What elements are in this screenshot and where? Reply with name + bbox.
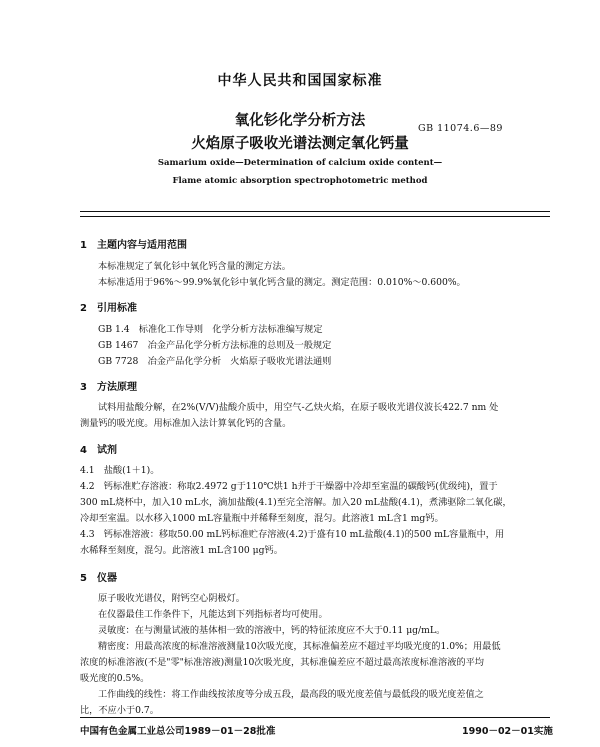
header-rule-top (80, 211, 550, 212)
precision-line-2: 浓度的标准溶液(不是"零"标准溶液)测量10次吸光度，其标准偏差应不超过最高浓度标准溶液的平均 (80, 657, 484, 668)
precision-line-3: 吸光度的0.5%。 (80, 673, 150, 684)
title-line-2: 火焰原子吸收光谱法测定氧化钙量 (191, 136, 409, 152)
principle-line-1: 试料用盐酸分解，在2%(V/V)盐酸介质中，用空气-乙炔火焰，在原子吸收光谱仪波长422.7 nm 处 (98, 402, 499, 413)
linearity-line-1: 工作曲线的线性：将工作曲线按浓度等分成五段，最高段的吸光度差值与最低段的吸光度差值之 (98, 689, 484, 700)
reagent-4-1: 4.1 盐酸(1＋1)。 (80, 465, 160, 476)
instrument-para-1: 原子吸收光谱仪，附钙空心阴极灯。 (98, 593, 245, 604)
english-title-line-2: Flame atomic absorption spectrophotometric method (172, 176, 428, 186)
reference-gb-7728: GB 7728 冶金产品化学分析 火焰原子吸收光谱法通则 (98, 356, 332, 367)
instrument-para-2: 在仪器最佳工作条件下，凡能达到下列指标者均可使用。 (98, 609, 328, 620)
standard-number: GB 11074.6—89 (418, 123, 503, 134)
section-1-heading: 1 主题内容与适用范围 (80, 240, 187, 251)
reagent-4-2-line-1: 4.2 钙标准贮存溶液：称取2.4972 g于110℃烘1 h并于干燥器中冷却至室温的碳酸钙(优级纯)，置于 (80, 481, 498, 492)
header-rule-bottom (80, 216, 550, 217)
linearity-line-2: 比，不应小于0.7。 (80, 705, 159, 716)
reference-gb-1467: GB 1467 冶金产品化学分析方法标准的总则及一般规定 (98, 340, 332, 351)
section-5-heading: 5 仪器 (80, 573, 117, 584)
section-3-heading: 3 方法原理 (80, 382, 137, 393)
approval-date: 中国有色金属工业总公司1989－01－28批准 (80, 726, 276, 737)
effective-date: 1990－02－01实施 (462, 726, 553, 737)
reagent-4-2-line-2: 300 mL烧杯中，加入10 mL水，滴加盐酸(4.1)至完全溶解。加入20 mL盐酸(4.1)，煮沸驱除二氧化碳， (80, 497, 512, 508)
section-1-para-1: 本标准规定了氧化钐中氧化钙含量的测定方法。 (98, 261, 291, 272)
title-line-1: 氧化钐化学分析方法 (234, 113, 366, 129)
reference-gb-1-4: GB 1.4 标准化工作导则 化学分析方法标准编写规定 (98, 324, 323, 335)
reagent-4-3-line-2: 水稀释至刻度，混匀。此溶液1 mL含100 μg钙。 (80, 545, 283, 556)
sensitivity-para: 灵敏度：在与测量试液的基体相一致的溶液中，钙的特征浓度应不大于0.11 μg/mL。 (98, 625, 446, 636)
national-standard-heading: 中华人民共和国国家标准 (217, 73, 383, 89)
section-4-heading: 4 试剂 (80, 445, 117, 456)
section-2-heading: 2 引用标准 (80, 303, 137, 314)
principle-line-2: 测量钙的吸光度。用标准加入法计算氧化钙的含量。 (80, 418, 292, 429)
english-title-line-1: Samarium oxide—Determination of calcium oxide content— (157, 158, 443, 168)
section-1-para-2: 本标准适用于96%～99.9%氧化钐中氧化钙含量的测定。测定范围：0.010%～0.600%。 (98, 277, 466, 288)
footer-rule (80, 717, 550, 718)
precision-line-1: 精密度：用最高浓度的标准溶液测量10次吸光度，其标准偏差应不超过平均吸光度的1.0%；用最低 (98, 641, 501, 652)
reagent-4-3-line-1: 4.3 钙标准溶液：移取50.00 mL钙标准贮存溶液(4.2)于盛有10 mL盐酸(4.1)的500 mL容量瓶中，用 (80, 529, 505, 540)
reagent-4-2-line-3: 冷却至室温。以水移入1000 mL容量瓶中并稀释至刻度，混匀。此溶液1 mL含1 mg钙。 (80, 513, 444, 524)
